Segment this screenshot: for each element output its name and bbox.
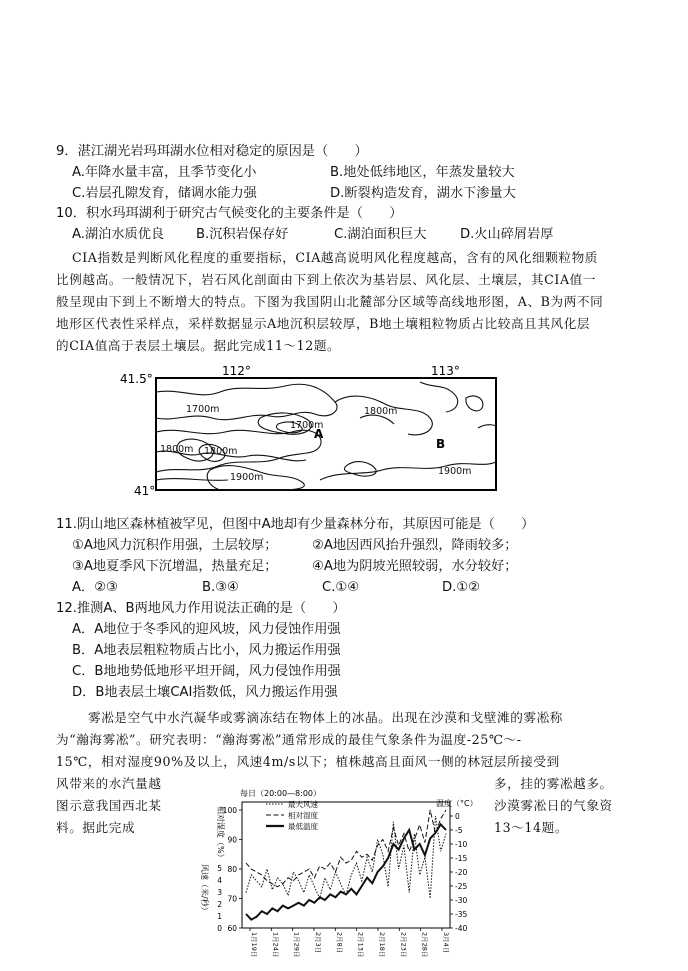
material2-line-3: 15℃，相对湿度90%及以上，风速4m/s以下；植株越高且面风一侧的林冠层所接受到 [56, 754, 560, 769]
chart-legend [266, 799, 318, 831]
q12-option-d: D．B地表层土壤CAI指数低，风力搬运作用强 [72, 685, 338, 700]
material2-line-5-right: 沙漠雾凇日的气象资 [494, 798, 613, 813]
contour-label-1800-center: 1800m [204, 446, 238, 457]
temperature-tick-label: -30 [455, 896, 468, 905]
q10-option-b: B.沉积岩保存好 [196, 227, 289, 242]
x-tick-label: 2月3日 [314, 932, 322, 954]
contour-map [120, 362, 510, 502]
x-tick-label: 2月13日 [356, 932, 365, 958]
material1-line-4: 地形区代表性采样点，采样数据显示A地沉积层较厚，B地土壤粗粒物质占比较高且其风化层 [56, 316, 591, 331]
material2-line-1: 雾凇是空气中水汽凝华或雾滴冻结在物体上的冰晶。出现在沙漠和戈壁滩的雾凇称 [88, 710, 563, 725]
q12-option-a: A．A地位于冬季风的迎风坡，风力侵蚀作用强 [72, 622, 341, 637]
q10-option-d: D.火山碎屑岩厚 [460, 227, 554, 242]
humidity-tick-label: 80 [227, 865, 237, 874]
point-b-label: B [436, 437, 446, 451]
temperature-tick-label: -5 [455, 826, 463, 835]
contour-label-1900-south: 1900m [230, 472, 264, 483]
left-axis-label-humidity: 相对湿度（%） [216, 806, 225, 862]
x-tick-label: 2月8日 [335, 932, 344, 954]
q10-option-a: A.湖泊水质优良 [72, 227, 165, 242]
contour-label-1700-center: 1700m [290, 420, 324, 431]
contour-label-1800-north: 1800m [364, 406, 398, 417]
chart-title: 每日（20:00—8:00） [240, 789, 322, 798]
q11-statement-1: ①A地风力沉积作用强，土层较厚； [72, 538, 278, 553]
x-tick-label: 1月24日 [271, 932, 280, 958]
point-a-label: A [314, 427, 324, 441]
wind-tick-label: 5 [217, 864, 222, 873]
temperature-tick-label: -35 [455, 910, 468, 919]
wind-tick-label: 2 [217, 900, 222, 909]
q9-option-d: D.断裂构造发育，湖水下渗量大 [330, 186, 516, 201]
q11-option-c: C.①④ [322, 580, 360, 595]
x-tick-label: 1月19日 [250, 932, 258, 958]
material1-line-3: 般呈现由下到上不断增大的特点。下图为我国阴山北麓部分区域等高线地形图，A、B为两不同 [56, 294, 604, 309]
lat-label-north: 41.5° [120, 372, 153, 386]
q9-option-a: A.年降水量丰富，且季节变化小 [72, 165, 257, 180]
q10-option-c: C.湖泊面积巨大 [334, 227, 427, 242]
temperature-tick-label: -15 [455, 854, 468, 863]
material2-line-6-right: 13～14题。 [494, 820, 569, 835]
q11-option-a: A．②③ [72, 580, 118, 595]
wind-tick-label: 0 [217, 924, 222, 933]
q11-option-b: B.③④ [202, 580, 239, 595]
q9-stem: 9．湛江湖光岩玛珥湖水位相对稳定的原因是（ ） [56, 144, 368, 159]
contour-label-1700-west: 1700m [186, 404, 220, 415]
x-tick-label: 3月4日 [442, 932, 450, 954]
wind-tick-label: 1 [217, 912, 222, 921]
material2-line-4-left: 风带来的水汽量越 [56, 776, 162, 791]
x-tick-label: 2月18日 [378, 932, 386, 958]
material2-line-6-left: 料。据此完成 [56, 820, 136, 835]
legend-label-temperature: 最低温度 [288, 822, 318, 831]
q11-statement-3: ③A地夏季风下沉增温，热量充足； [72, 559, 278, 574]
legend-label-humidity: 相对湿度 [288, 811, 318, 820]
wind-tick-label: 3 [217, 888, 222, 897]
q12-stem: 12.推测A、B两地风力作用说法正确的是（ ） [56, 601, 346, 616]
q11-stem: 11.阴山地区森林植被罕见，但图中A地却有少量森林分布，其原因可能是（ ） [56, 517, 535, 532]
material1-line-5: 的CIA值高于表层土壤层。据此完成11～12题。 [56, 338, 341, 353]
q11-statement-4: ④A地为阴坡光照较弱，水分较好； [312, 559, 518, 574]
material1-line-1: CIA指数是判断风化程度的重要指标，CIA越高说明风化程度越高，含有的风化细颗粒物质 [72, 250, 598, 265]
legend-label-wind: 最大风速 [288, 800, 318, 809]
material2-line-2: 为“瀚海雾凇”。研究表明：“瀚海雾凇”通常形成的最佳气象条件为温度-25℃～- [56, 732, 522, 747]
temperature-tick-label: -20 [455, 868, 468, 877]
material2-line-4-right: 多，挂的雾凇越多。 [494, 776, 613, 791]
q12-option-b: B．A地表层粗粒物质占比小，风力搬运作用强 [72, 643, 341, 658]
lat-label-south: 41° [134, 484, 156, 498]
right-axis-label: 温度（°C） [436, 799, 478, 808]
q9-option-c: C.岩层孔隙发育，储调水能力强 [72, 186, 257, 201]
contour-label-1900-east: 1900m [438, 466, 472, 477]
contour-label-1800-west: 1800m [160, 444, 194, 455]
material1-line-2: 比例越高。一般情况下，岩石风化剖面由下到上依次为基岩层、风化层、土壤层，其CIA值一 [56, 272, 597, 287]
x-tick-label: 2月28日 [420, 932, 429, 958]
temperature-tick-label: -25 [455, 882, 468, 891]
humidity-tick-label: 70 [227, 894, 237, 904]
humidity-tick-label: 60 [227, 924, 237, 933]
temperature-tick-label: -40 [455, 924, 468, 933]
x-tick-label: 1月29日 [292, 932, 301, 958]
q9-option-b: B.地处低纬地区，年蒸发量较大 [330, 165, 515, 180]
humidity-tick-label: 100 [222, 806, 237, 815]
material2-line-5-left: 图示意我国西北某 [56, 798, 162, 813]
q10-stem: 10．积水玛珥湖利于研究古气候变化的主要条件是（ ） [56, 206, 403, 221]
lon-label-112: 112° [222, 364, 251, 378]
left-axis-label-wind: 风速（米/秒） [200, 864, 209, 915]
lon-label-113: 113° [431, 364, 460, 378]
q11-statement-2: ②A地因西风抬升强烈，降雨较多； [312, 538, 518, 553]
humidity-tick-label: 90 [227, 835, 237, 845]
series-line-min-temperature [246, 824, 446, 919]
weather-chart [196, 784, 488, 968]
wind-tick-label: 4 [217, 876, 222, 885]
temperature-tick-label: 0 [455, 812, 460, 821]
q11-option-d: D.①② [442, 580, 480, 595]
temperature-tick-label: -10 [455, 840, 468, 849]
q12-option-c: C．B地地势低地形平坦开阔，风力侵蚀作用强 [72, 664, 341, 679]
x-tick-label: 2月23日 [399, 932, 408, 958]
